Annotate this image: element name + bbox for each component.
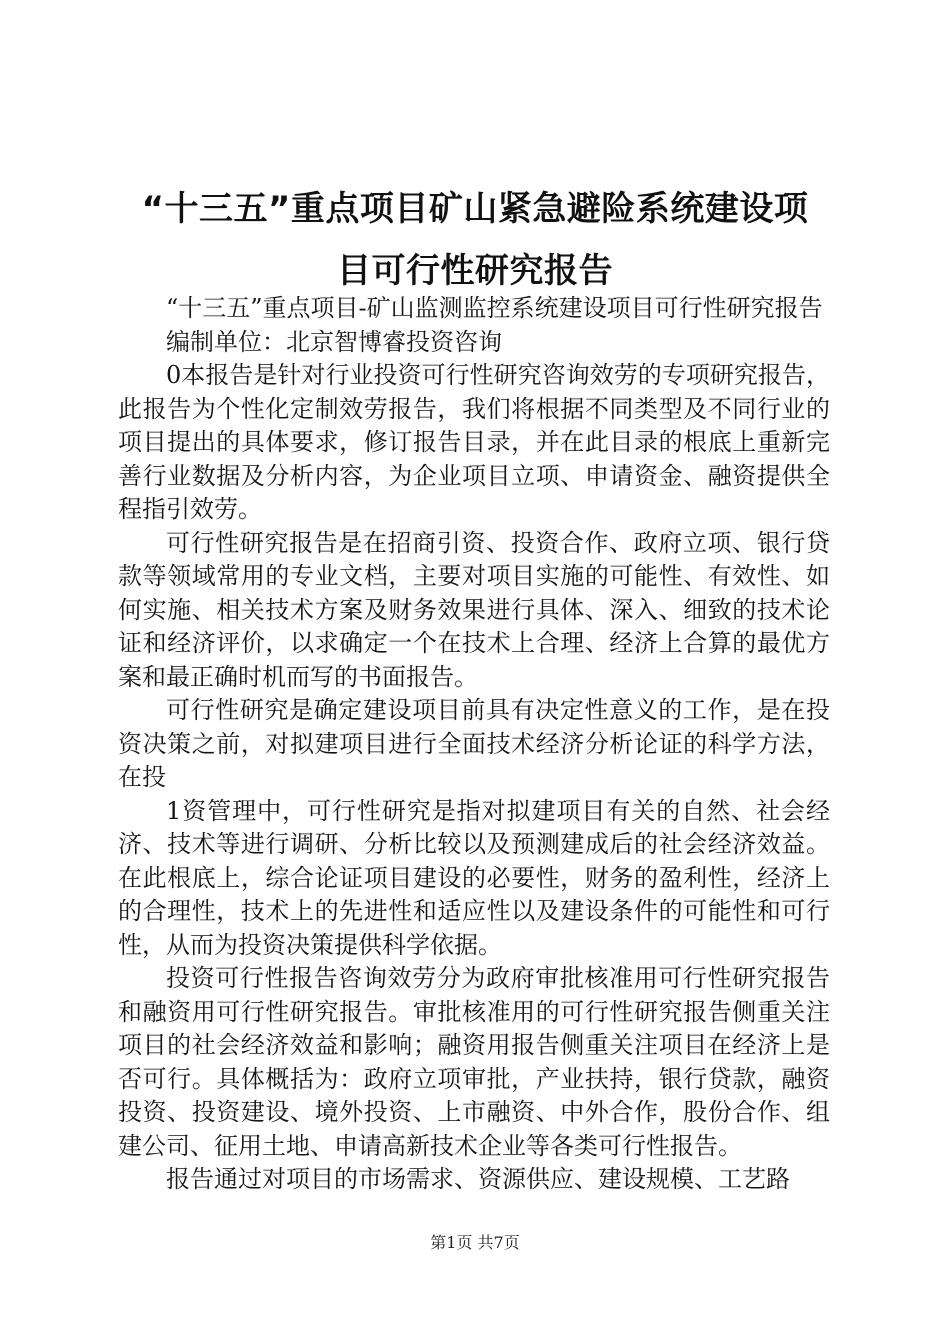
paragraph-subtitle: “十三五”重点项目-矿山监测监控系统建设项目可行性研究报告 — [166, 294, 823, 322]
paragraph-definition: 可行性研究报告是在招商引资、投资合作、政府立项、银行贷款等领域常用的专业文档，主要对项目实施的可能性、有效性、如何实施、相关技术方案及财务效果进行具体、深入、细致的技术论证和经济评价，以求确定一个在技术上合理、经济上合算的最优方案和最正确时机而写的书面报告。 — [118, 528, 830, 691]
paragraph-compiler: 编制单位：北京智博睿投资咨询 — [166, 327, 502, 356]
paragraph-significance: 可行性研究是确定建设项目前具有决定性意义的工作，是在投资决策之前，对拟建项目进行全面技术经济分析论证的科学方法，在投 — [118, 696, 830, 791]
document-body — [118, 292, 830, 1197]
paragraph-service-types: 投资可行性报告咨询效劳分为政府审批核准用可行性研究报告和融资用可行性研究报告。审批核准用的可行性研究报告侧重关注项目的社会经济效益和影响；融资用报告侧重关注项目在经济上是否可行。具体概括为：政府立项审批，产业扶持，银行贷款，融资投资、投资建设、境外投资、上市融资、中外合作，股份合作、组建公司、征用土地、申请高新技术企业等各类可行性报告。 — [118, 964, 830, 1160]
paragraph-report-scope: 报告通过对项目的市场需求、资源供应、建设规模、工艺路 — [166, 1165, 790, 1193]
paragraph-investment-management: 1资管理中，可行性研究是指对拟建项目有关的自然、社会经济、技术等进行调研、分析比较以及预测建成后的社会经济效益。在此根底上，综合论证项目建设的必要性，财务的盈利性，经济上的合理性，技术上的先进性和适应性以及建设条件的可能性和可行性，从而为投资决策提供科学依据。 — [118, 796, 830, 959]
document-title — [110, 178, 840, 302]
title-line-1: “十三五”重点项目矿山紧急避险系统建设项 — [141, 189, 809, 229]
title-line-2: 目可行性研究报告 — [337, 251, 613, 291]
paragraph-intro: 0本报告是针对行业投资可行性研究咨询效劳的专项研究报告，此报告为个性化定制效劳报告，我们将根据不同类型及不同行业的项目提出的具体要求，修订报告目录，并在此目录的根底上重新完善行业数据及分析内容，为企业项目立项、申请资金、融资提供全程指引效劳。 — [118, 361, 830, 523]
page-footer: 第1页 共7页 — [430, 1233, 520, 1252]
